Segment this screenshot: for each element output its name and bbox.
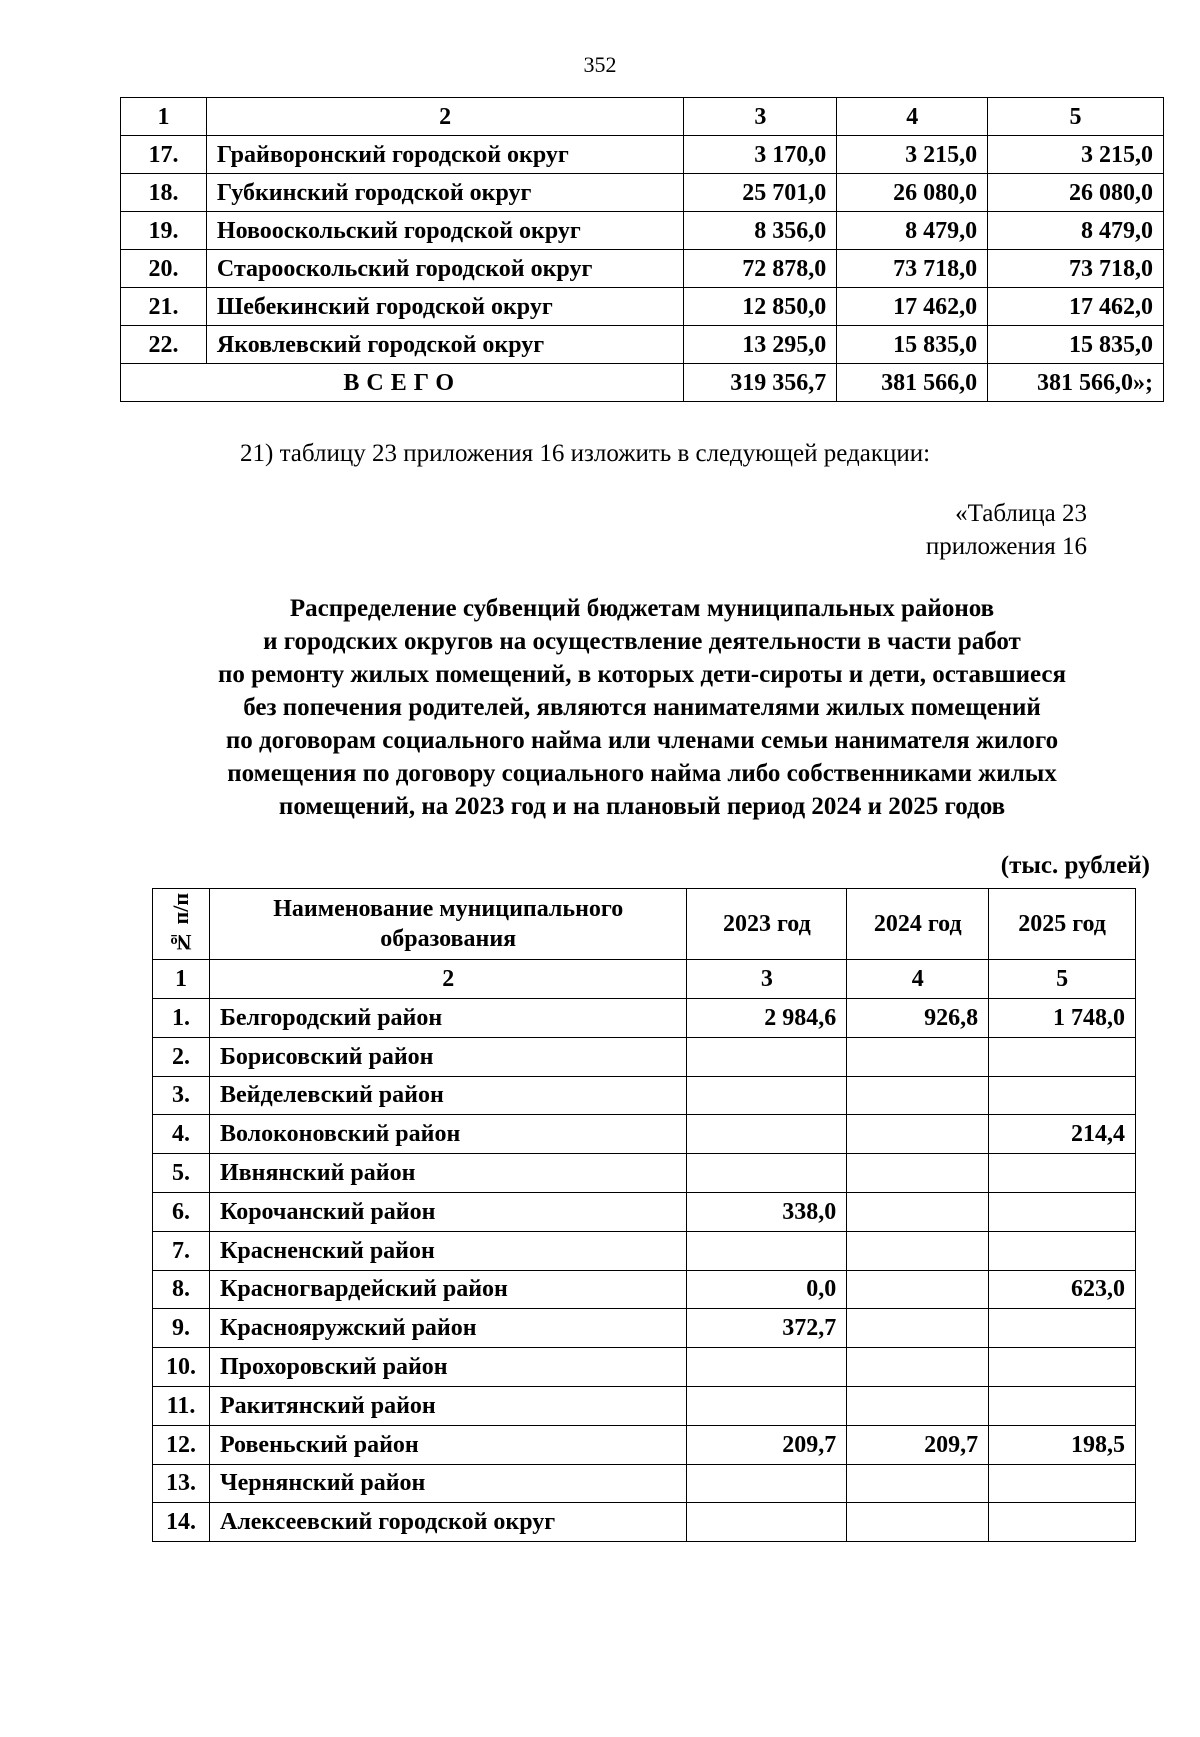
value-2025 (989, 1386, 1136, 1425)
value-2024: 73 718,0 (837, 250, 988, 288)
row-name: Прохоровский район (209, 1348, 686, 1387)
value-2023: 209,7 (687, 1425, 847, 1464)
table-row (121, 250, 1164, 288)
total-2023: 319 356,7 (684, 364, 837, 402)
value-2023 (687, 1231, 847, 1270)
value-2025: 198,5 (989, 1425, 1136, 1464)
row-number: 9. (153, 1309, 210, 1348)
col-number: 4 (837, 98, 988, 136)
value-2023 (687, 1386, 847, 1425)
value-2025: 17 462,0 (988, 288, 1164, 326)
value-2023: 25 701,0 (684, 174, 837, 212)
row-number: 7. (153, 1231, 210, 1270)
col-number: 3 (684, 98, 837, 136)
row-number: 22. (121, 326, 207, 364)
value-2023 (687, 1348, 847, 1387)
subvention-table (152, 888, 1136, 1542)
value-2025 (989, 1309, 1136, 1348)
value-2024 (847, 1270, 989, 1309)
row-number: 10. (153, 1348, 210, 1387)
value-2024: 26 080,0 (837, 174, 988, 212)
row-number: 3. (153, 1076, 210, 1115)
value-2025: 15 835,0 (988, 326, 1164, 364)
table-row (153, 1115, 1136, 1154)
value-2023 (687, 1503, 847, 1542)
row-number: 18. (121, 174, 207, 212)
row-name: Красненский район (209, 1231, 686, 1270)
row-number: 20. (121, 250, 207, 288)
row-name: Алексеевский городской округ (209, 1503, 686, 1542)
value-2023 (687, 1464, 847, 1503)
table-row (153, 1037, 1136, 1076)
value-2023: 8 356,0 (684, 212, 837, 250)
page-number: 352 (583, 52, 617, 77)
value-2025: 73 718,0 (988, 250, 1164, 288)
col-number: 5 (988, 98, 1164, 136)
value-2023: 3 170,0 (684, 136, 837, 174)
table-title (120, 592, 1164, 823)
header-name-line: образования (380, 926, 517, 952)
value-2025 (989, 1076, 1136, 1115)
table-row (153, 1192, 1136, 1231)
col-number: 2 (209, 960, 686, 999)
col-number: 2 (206, 98, 684, 136)
table-row (121, 212, 1164, 250)
table-row (153, 1309, 1136, 1348)
row-number: 5. (153, 1154, 210, 1193)
row-name: Яковлевский городской округ (206, 326, 684, 364)
value-2025 (989, 1192, 1136, 1231)
previous-table-continuation (120, 97, 1164, 402)
row-name: Новооскольский городской округ (206, 212, 684, 250)
table-row (153, 1348, 1136, 1387)
table-row (153, 1425, 1136, 1464)
row-name: Вейделевский район (209, 1076, 686, 1115)
column-number-row (121, 98, 1164, 136)
value-2024 (847, 1037, 989, 1076)
value-2025: 26 080,0 (988, 174, 1164, 212)
value-2023: 13 295,0 (684, 326, 837, 364)
row-number: 21. (121, 288, 207, 326)
row-number: 1. (153, 999, 210, 1038)
row-name: Губкинский городской округ (206, 174, 684, 212)
col-number: 4 (847, 960, 989, 999)
row-name: Грайворонский городской округ (206, 136, 684, 174)
title-line: и городских округов на осуществление деятельности в части работ (263, 628, 1021, 655)
value-2023: 72 878,0 (684, 250, 837, 288)
row-name: Краснояружский район (209, 1309, 686, 1348)
row-number: 14. (153, 1503, 210, 1542)
value-2024 (847, 1386, 989, 1425)
row-number: 11. (153, 1386, 210, 1425)
value-2024 (847, 1192, 989, 1231)
row-name: Ровеньский район (209, 1425, 686, 1464)
title-line: без попечения родителей, являются нанимателями жилых помещений (243, 694, 1041, 721)
table-row (153, 1154, 1136, 1193)
value-2023 (687, 1154, 847, 1193)
column-number-row (153, 960, 1136, 999)
value-2023: 372,7 (687, 1309, 847, 1348)
value-2024: 17 462,0 (837, 288, 988, 326)
title-line: помещений, на 2023 год и на плановый период 2024 и 2025 годов (278, 793, 1006, 820)
header-number (153, 889, 210, 960)
value-2024: 209,7 (847, 1425, 989, 1464)
value-2025: 1 748,0 (989, 999, 1136, 1038)
header-row (153, 889, 1136, 960)
value-2024 (847, 1154, 989, 1193)
caption-line: «Таблица 23 (955, 500, 1087, 527)
row-number: 13. (153, 1464, 210, 1503)
value-2023: 0,0 (687, 1270, 847, 1309)
col-number: 5 (989, 960, 1136, 999)
row-name: Белгородский район (209, 999, 686, 1038)
table-row (153, 1464, 1136, 1503)
row-name: Волоконовский район (209, 1115, 686, 1154)
value-2025 (989, 1503, 1136, 1542)
row-name: Шебекинский городской округ (206, 288, 684, 326)
table-row (121, 326, 1164, 364)
value-2025: 623,0 (989, 1270, 1136, 1309)
title-line: по договорам социального найма или членами семьи нанимателя жилого (225, 727, 1059, 754)
row-name: Старооскольский городской округ (206, 250, 684, 288)
col-number: 1 (153, 960, 210, 999)
value-2023 (687, 1037, 847, 1076)
row-number: 17. (121, 136, 207, 174)
row-name: Борисовский район (209, 1037, 686, 1076)
table-row (121, 288, 1164, 326)
value-2024 (847, 1464, 989, 1503)
header-number-label: № п/п (167, 893, 193, 955)
value-2024 (847, 1309, 989, 1348)
value-2025 (989, 1464, 1136, 1503)
value-2023 (687, 1115, 847, 1154)
value-2025: 3 215,0 (988, 136, 1164, 174)
row-name: Ивнянский район (209, 1154, 686, 1193)
row-name: Корочанский район (209, 1192, 686, 1231)
unit-label: (тыс. рублей) (1000, 852, 1150, 879)
row-number: 19. (121, 212, 207, 250)
row-name: Чернянский район (209, 1464, 686, 1503)
row-number: 2. (153, 1037, 210, 1076)
col-number: 1 (121, 98, 207, 136)
value-2025 (989, 1348, 1136, 1387)
value-2024 (847, 1503, 989, 1542)
row-number: 12. (153, 1425, 210, 1464)
value-2024: 3 215,0 (837, 136, 988, 174)
table-caption (0, 497, 1087, 563)
value-2025: 8 479,0 (988, 212, 1164, 250)
total-2025: 381 566,0»; (988, 364, 1164, 402)
value-2023: 338,0 (687, 1192, 847, 1231)
value-2024: 8 479,0 (837, 212, 988, 250)
value-2025 (989, 1037, 1136, 1076)
header-name (209, 889, 686, 960)
amendment-instruction: 21) таблицу 23 приложения 16 изложить в следующей редакции: (240, 440, 931, 467)
table-row (153, 1076, 1136, 1115)
value-2024: 15 835,0 (837, 326, 988, 364)
header-name-line: Наименование муниципального (273, 896, 624, 922)
value-2024: 926,8 (847, 999, 989, 1038)
header-2024: 2024 год (847, 889, 989, 960)
value-2024 (847, 1076, 989, 1115)
table-row (121, 136, 1164, 174)
row-number: 8. (153, 1270, 210, 1309)
value-2023: 12 850,0 (684, 288, 837, 326)
value-2025 (989, 1231, 1136, 1270)
table-row (121, 174, 1164, 212)
row-name: Ракитянский район (209, 1386, 686, 1425)
value-2025 (989, 1154, 1136, 1193)
title-line: помещения по договору социального найма либо собственниками жилых (227, 760, 1057, 787)
header-2023: 2023 год (687, 889, 847, 960)
value-2024 (847, 1231, 989, 1270)
row-name: Красногвардейский район (209, 1270, 686, 1309)
table-row (153, 1270, 1136, 1309)
value-2024 (847, 1115, 989, 1154)
col-number: 3 (687, 960, 847, 999)
row-number: 4. (153, 1115, 210, 1154)
table-row (153, 1386, 1136, 1425)
table-row (153, 1503, 1136, 1542)
title-line: Распределение субвенций бюджетам муниципальных районов (289, 595, 995, 622)
value-2025: 214,4 (989, 1115, 1136, 1154)
title-line: по ремонту жилых помещений, в которых дети-сироты и дети, оставшиеся (217, 661, 1067, 688)
total-row (121, 364, 1164, 402)
header-2025: 2025 год (989, 889, 1136, 960)
table-row (153, 999, 1136, 1038)
caption-line: приложения 16 (925, 533, 1087, 560)
value-2023 (687, 1076, 847, 1115)
table-row (153, 1231, 1136, 1270)
row-number: 6. (153, 1192, 210, 1231)
total-2024: 381 566,0 (837, 364, 988, 402)
value-2024 (847, 1348, 989, 1387)
value-2023: 2 984,6 (687, 999, 847, 1038)
total-label: ВСЕГО (121, 364, 684, 402)
